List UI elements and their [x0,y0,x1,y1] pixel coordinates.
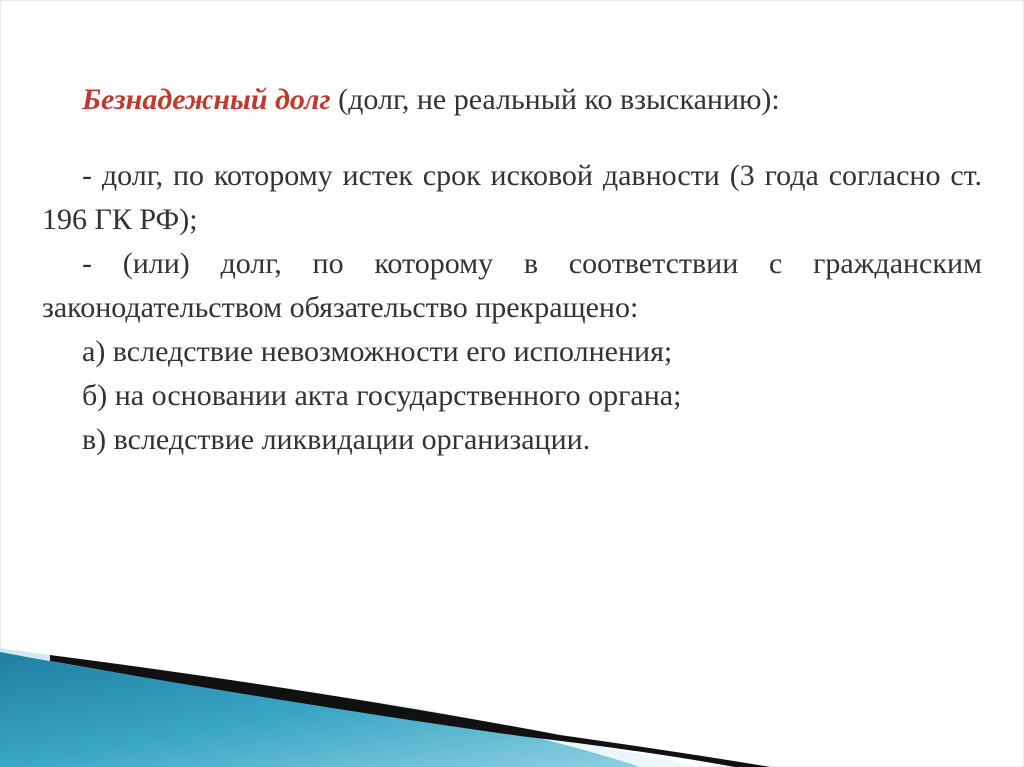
list-item-c: в) вследствие ликвидации организации. [82,423,591,456]
list-item-obligation: - (или) долг, по которому в соответствии с гражданским законодательством обязательство прекращено: [42,247,982,324]
list-item-b: б) на основании акта государственного органа; [82,379,682,412]
wave-teal-band [0,652,640,767]
content-text [42,78,982,462]
term-description: (долг, не реальный ко взысканию): [330,83,780,116]
term-bold-italic: Безнадежный долг [82,83,331,116]
definition-line [42,78,982,122]
list-item-a: а) вследствие невозможности его исполнения; [82,335,673,368]
list-item-statute: - долг, по которому истек срок исковой давности (3 года согласно ст. 196 ГК РФ); [42,159,982,236]
